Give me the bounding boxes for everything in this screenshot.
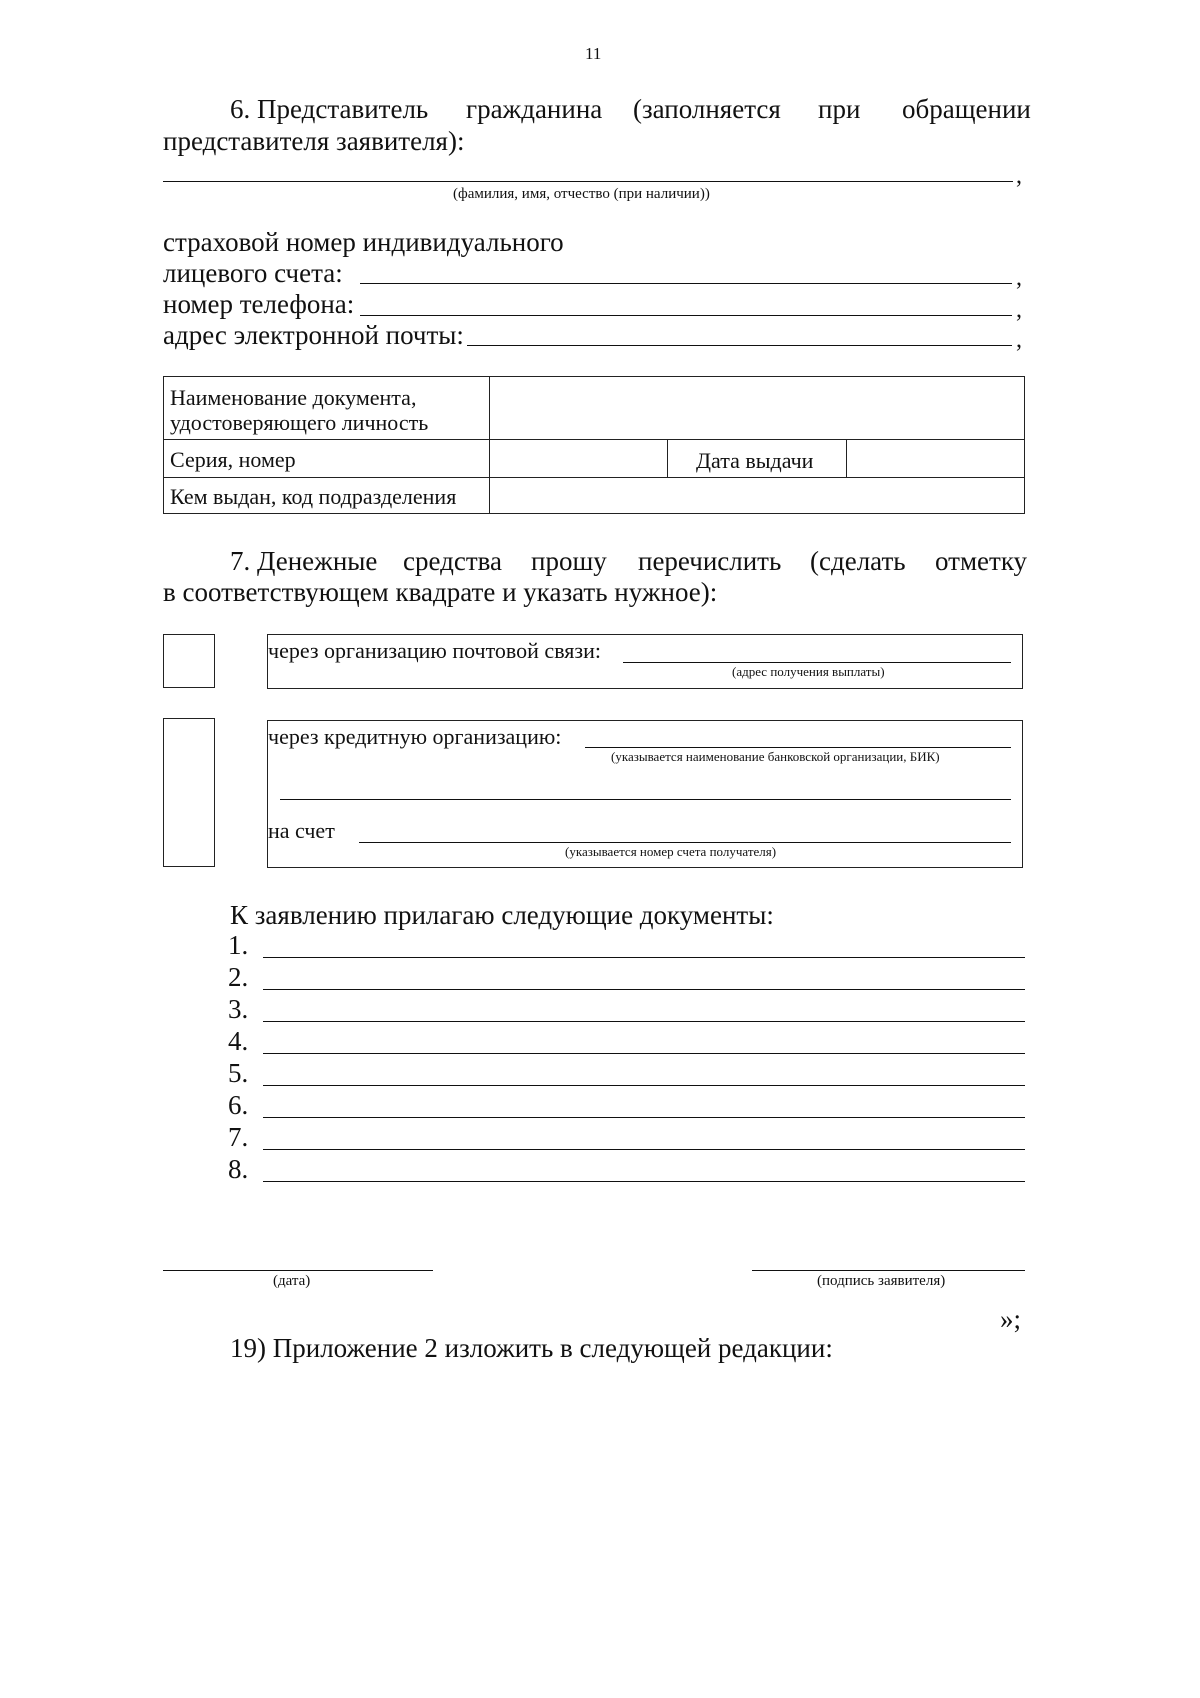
attachment-input-line[interactable] [263,1085,1025,1086]
section7-heading-line2: в соответствующем квадрате и указать нужное): [163,577,718,607]
postal-address-caption: (адрес получения выплаты) [732,664,885,679]
table-col-divider [489,376,490,514]
section6-heading-word-2: гражданина [466,94,603,124]
section6-heading-word-4: при [818,94,861,124]
attachment-input-line[interactable] [263,1181,1025,1182]
table-col-divider [846,439,847,477]
doc-name-label-line2: удостоверяющего личность [170,410,429,435]
phone-label: номер телефона: [163,289,355,319]
section6-heading-word-5: обращении [902,94,1031,124]
section6-heading-word-1: 6. Представитель [230,94,429,124]
fio-caption: (фамилия, имя, отчество (при наличии)) [453,186,710,202]
snils-comma: , [1016,265,1022,291]
snils-label-line1: страховой номер индивидуального [163,227,564,257]
account-number-input-line[interactable] [359,842,1011,843]
section6-heading-line2: представителя заявителя): [163,126,465,156]
phone-input-line[interactable] [360,315,1012,316]
email-input-line[interactable] [467,345,1012,346]
date-caption: (дата) [273,1273,311,1289]
attachment-input-line[interactable] [263,1149,1025,1150]
issued-by-label: Кем выдан, код подразделения [170,484,457,509]
attachment-input-line[interactable] [263,957,1025,958]
attachment-number: 4. [228,1026,249,1056]
bank-name-input-line[interactable] [585,747,1011,748]
attachment-input-line[interactable] [263,989,1025,990]
bank-details-input-line[interactable] [280,799,1011,800]
bank-option-label: через кредитную организацию: [268,724,562,749]
attachment-number: 7. [228,1122,249,1152]
phone-comma: , [1016,297,1022,323]
attachments-title: К заявлению прилагаю следующие документы: [230,900,774,930]
section7-heading-word-2: средства [403,546,503,576]
attachment-number: 2. [228,962,249,992]
email-comma: , [1016,327,1022,353]
signature-caption: (подпись заявителя) [817,1273,946,1289]
email-label: адрес электронной почты: [163,320,464,350]
attachment-input-line[interactable] [263,1053,1025,1054]
attachment-number: 3. [228,994,249,1024]
table-col-divider [667,439,668,477]
bank-name-caption: (указывается наименование банковской организации, БИК) [611,749,940,764]
account-label: на счет [268,818,335,843]
bank-option-checkbox[interactable] [163,718,215,867]
doc-name-label-line1: Наименование документа, [170,385,417,410]
fio-input-line[interactable] [163,181,1013,182]
signature-input-line[interactable] [752,1270,1025,1271]
page-number: 11 [585,44,602,63]
section7-heading-word-6: отметку [935,546,1028,576]
fio-comma: , [1016,163,1022,189]
issue-date-field[interactable] [848,441,1023,476]
snils-label-line2: лицевого счета: [163,258,343,288]
postal-option-label: через организацию почтовой связи: [268,638,601,663]
date-input-line[interactable] [163,1270,433,1271]
attachment-number: 1. [228,930,249,960]
closing-quote: »; [1000,1304,1022,1334]
account-number-caption: (указывается номер счета получателя) [565,844,777,859]
attachment-input-line[interactable] [263,1117,1025,1118]
series-number-field[interactable] [491,441,666,476]
series-number-label: Серия, номер [170,447,296,472]
section7-heading-word-5: (сделать [810,546,906,576]
issued-by-field[interactable] [491,479,1023,512]
attachment-number: 8. [228,1154,249,1184]
section6-heading-word-3: (заполняется [633,94,781,124]
doc-name-field[interactable] [491,378,1023,438]
postal-option-checkbox[interactable] [163,634,215,688]
snils-input-line[interactable] [360,283,1012,284]
section7-heading-word-3: прошу [531,546,607,576]
issue-date-label: Дата выдачи [696,448,814,473]
section7-heading-word-1: 7. Денежные [230,546,378,576]
attachment-number: 5. [228,1058,249,1088]
attachment-input-line[interactable] [263,1021,1025,1022]
next-item-text: 19) Приложение 2 изложить в следующей редакции: [230,1333,833,1363]
postal-address-input-line[interactable] [623,662,1011,663]
table-row-divider [163,439,1025,440]
attachment-number: 6. [228,1090,249,1120]
section7-heading-word-4: перечислить [638,546,782,576]
table-row-divider [163,477,1025,478]
